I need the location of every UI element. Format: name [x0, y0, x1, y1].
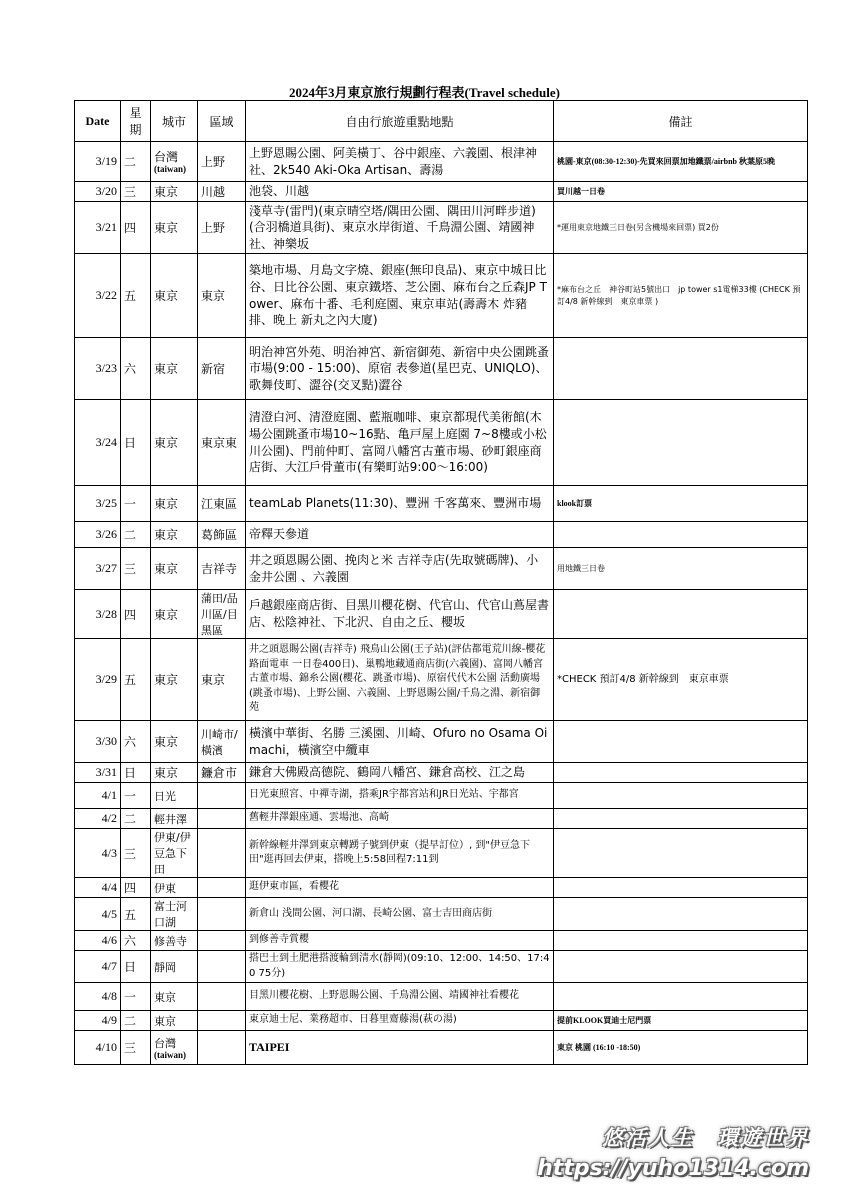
row-area: 東京東 — [198, 400, 246, 486]
row-notes: *CHECK 預訂4/8 新幹線到 東京車票 — [554, 639, 808, 721]
row-spots: 帝釋天參道 — [246, 522, 554, 548]
row-city — [151, 338, 198, 400]
row-area: 川越 — [198, 182, 246, 202]
row-city — [151, 878, 198, 898]
row-city — [151, 486, 198, 522]
row-notes — [554, 400, 808, 486]
table-row — [75, 202, 808, 254]
row-date: 3/23 — [75, 338, 121, 400]
row-notes: 東京 桃園 (16:10 -18:50) — [554, 1031, 808, 1065]
row-spots: 鎌倉大佛殿高德院、鶴岡八幡宮、鎌倉高校、江之島 — [246, 763, 554, 783]
row-notes: 提前KLOOK買迪士尼門票 — [554, 1011, 808, 1031]
row-date: 3/24 — [75, 400, 121, 486]
row-city — [151, 254, 198, 338]
header-area: 區域 — [198, 101, 246, 142]
table-row — [75, 1031, 808, 1065]
row-city — [151, 931, 198, 951]
row-city-name: 東京 — [154, 735, 179, 749]
row-area: 葛飾區 — [198, 522, 246, 548]
row-weekday: 五 — [121, 254, 151, 338]
row-area: 川崎市/橫濱 — [198, 721, 246, 763]
row-spots: 新幹線輕井澤到東京轉踴子號到伊東（提早訂位）, 到"伊豆急下田"逛再回去伊東，搭晚上5:58回程7:11到 — [246, 829, 554, 878]
row-city — [151, 983, 198, 1011]
row-city-name: 台灣 — [154, 1036, 176, 1050]
row-date: 3/31 — [75, 763, 121, 783]
table-row — [75, 878, 808, 898]
row-date: 4/8 — [75, 983, 121, 1011]
row-notes — [554, 829, 808, 878]
row-notes — [554, 983, 808, 1011]
row-city-name: 東京 — [154, 1014, 176, 1028]
row-notes: *麻布台之丘 神谷町站5號出口 jp tower s1電梯33樓 (CHECK 預訂4/8 新幹線到 東京車票 ) — [554, 254, 808, 338]
row-city — [151, 763, 198, 783]
row-area: 新宿 — [198, 338, 246, 400]
row-notes — [554, 783, 808, 809]
row-city-name: 東京 — [154, 185, 179, 199]
table-row — [75, 783, 808, 809]
row-area — [198, 1031, 246, 1065]
watermark-slogan: 悠活人生 環遊世界 — [602, 1126, 809, 1150]
row-weekday: 四 — [121, 202, 151, 254]
row-spots: 舊輕井澤銀座通、雲場池、高崎 — [246, 809, 554, 829]
row-weekday: 五 — [121, 639, 151, 721]
watermark — [537, 1122, 809, 1181]
table-row — [75, 338, 808, 400]
page-title: 2024年3月東京旅行規劃行程表(Travel schedule) — [289, 85, 560, 100]
row-city-name: 東京 — [154, 221, 179, 235]
watermark-url: https://yuho1314.com — [537, 1156, 809, 1181]
row-notes — [554, 809, 808, 829]
row-city-sub: (taiwan) — [154, 164, 186, 175]
row-notes — [554, 931, 808, 951]
row-date: 4/2 — [75, 809, 121, 829]
row-weekday: 二 — [121, 809, 151, 829]
row-city — [151, 829, 198, 878]
row-spots: 築地市場、月島文字燒、銀座(無印良品)、東京中城日比谷、日比谷公園、東京鐵塔、芝公園、麻布台之丘森JP Tower、麻布十番、毛利庭園、東京車站(壽壽木 炸豬排、晚上 新丸之內大廈) — [246, 254, 554, 338]
table-row — [75, 983, 808, 1011]
row-spots: 東京迪士尼、業務超市、日暮里齋藤湯(萩の湯) — [246, 1011, 554, 1031]
table-row — [75, 898, 808, 931]
row-city — [151, 809, 198, 829]
row-weekday: 六 — [121, 338, 151, 400]
row-spots: 戶越銀座商店街、目黑川櫻花樹、代官山、代官山蔦屋書店、松陰神社、下北沢、自由之丘、櫻坂 — [246, 590, 554, 639]
table-row — [75, 254, 808, 338]
row-weekday: 四 — [121, 590, 151, 639]
row-weekday: 一 — [121, 486, 151, 522]
row-date: 4/3 — [75, 829, 121, 878]
row-city-name: 靜岡 — [154, 960, 176, 974]
row-weekday: 二 — [121, 142, 151, 182]
table-row — [75, 182, 808, 202]
row-notes — [554, 338, 808, 400]
row-city — [151, 202, 198, 254]
row-date: 4/6 — [75, 931, 121, 951]
row-area: 吉祥寺 — [198, 548, 246, 590]
row-area — [198, 931, 246, 951]
row-date: 3/22 — [75, 254, 121, 338]
row-city — [151, 951, 198, 983]
row-weekday: 五 — [121, 898, 151, 931]
row-date: 3/28 — [75, 590, 121, 639]
row-weekday: 三 — [121, 182, 151, 202]
row-area — [198, 783, 246, 809]
row-city-name: 東京 — [154, 497, 179, 511]
row-spots: TAIPEI — [246, 1031, 554, 1065]
row-area: 蒲田/品川區/目黑區 — [198, 590, 246, 639]
row-spots: 到修善寺賞櫻 — [246, 931, 554, 951]
row-city-name: 東京 — [154, 990, 176, 1004]
table-row — [75, 721, 808, 763]
row-city-name: 伊東 — [154, 881, 176, 895]
row-date: 4/9 — [75, 1011, 121, 1031]
row-city-name: 東京 — [154, 289, 179, 303]
row-date: 3/20 — [75, 182, 121, 202]
table-row — [75, 763, 808, 783]
row-spots: 明治神宮外苑、明治神宮、新宿御苑、新宿中央公園跳蚤市場(9:00 - 15:00)、原宿 表參道(星巴克、UNIQLO)、歌舞伎町、澀谷(交叉點)澀谷 — [246, 338, 554, 400]
row-area: 鐮倉市 — [198, 763, 246, 783]
row-notes: 買川越一日卷 — [554, 182, 808, 202]
row-notes — [554, 763, 808, 783]
row-city — [151, 522, 198, 548]
row-area: 東京 — [198, 639, 246, 721]
row-spots: 上野恩賜公園、阿美橫丁、谷中銀座、六義園、根津神社、2k540 Aki-Oka Artisan、壽湯 — [246, 142, 554, 182]
row-area — [198, 829, 246, 878]
row-city-sub: (taiwan) — [154, 1049, 186, 1060]
row-notes: klook訂票 — [554, 486, 808, 522]
row-spots: 橫濱中華街、名勝 三溪園、川崎、Ofuro no Osama Oimachi，橫濱空中纜車 — [246, 721, 554, 763]
row-spots: 新倉山 浅間公園、河口湖、長崎公園、富士吉田商店街 — [246, 898, 554, 931]
row-weekday: 日 — [121, 763, 151, 783]
table-row — [75, 522, 808, 548]
row-city — [151, 783, 198, 809]
row-spots: 井之頭恩賜公園(吉祥寺) 飛鳥山公園(王子站)(評估都電荒川線-櫻花路面電車 一日卷400日)、巢鴨地藏通商店街(六義園)、富岡八幡宮古董市場、錦糸公園(櫻花、跳蚤市場)、原宿代代木公園 活動廣場(跳蚤市場)、上野公園、六義園、上野恩賜公園/千鳥之淵、新宿御苑 — [246, 639, 554, 721]
row-weekday: 四 — [121, 878, 151, 898]
row-date: 3/21 — [75, 202, 121, 254]
row-weekday: 六 — [121, 721, 151, 763]
row-notes: *運用東京地鐵三日卷(另含機場來回票) 買2份 — [554, 202, 808, 254]
header-notes: 備註 — [554, 101, 808, 142]
row-notes — [554, 951, 808, 983]
row-city — [151, 182, 198, 202]
row-spots: 目黑川櫻花樹、上野恩賜公園、千鳥淵公園、靖國神社看櫻花 — [246, 983, 554, 1011]
row-weekday: 二 — [121, 522, 151, 548]
row-area: 上野 — [198, 202, 246, 254]
header-city: 城市 — [151, 101, 198, 142]
table-row — [75, 931, 808, 951]
row-area — [198, 809, 246, 829]
table-row — [75, 809, 808, 829]
row-date: 4/5 — [75, 898, 121, 931]
row-date: 4/1 — [75, 783, 121, 809]
row-date: 4/10 — [75, 1031, 121, 1065]
row-spots: 逛伊東市區，看櫻花 — [246, 878, 554, 898]
row-weekday: 日 — [121, 951, 151, 983]
row-date: 3/19 — [75, 142, 121, 182]
row-weekday: 二 — [121, 1011, 151, 1031]
header-weekday: 星期 — [121, 101, 151, 142]
row-area — [198, 898, 246, 931]
table-row — [75, 142, 808, 182]
row-weekday: 三 — [121, 829, 151, 878]
row-date: 3/25 — [75, 486, 121, 522]
row-city-name: 修善寺 — [154, 934, 187, 948]
row-spots: 日光東照宮、中禪寺湖，搭乘JR宇都宮站和JR日光站、宇都宮 — [246, 783, 554, 809]
row-spots: 清澄白河、清澄庭園、藍瓶咖啡、東京都現代美術館(木場公園跳蚤市場10~16點、亀戸屋上庭園 7~8樓或小松川公園)、門前仲町、富岡八幡宮古董市場、砂町銀座商店街、大江戶骨董市(有樂町站9:00～16:00) — [246, 400, 554, 486]
row-area — [198, 951, 246, 983]
table-row — [75, 639, 808, 721]
row-date: 4/7 — [75, 951, 121, 983]
row-city — [151, 898, 198, 931]
row-area: 上野 — [198, 142, 246, 182]
row-city — [151, 400, 198, 486]
row-weekday: 三 — [121, 548, 151, 590]
row-spots: 淺草寺(雷門)(東京晴空塔/隅田公園、隅田川河畔步道)(合羽橋道具街)、東京水岸街道、千鳥淵公園、靖國神社、神樂坂 — [246, 202, 554, 254]
row-city-name: 富士河口湖 — [154, 900, 187, 929]
row-area — [198, 983, 246, 1011]
row-notes: 用地鐵三日卷 — [554, 548, 808, 590]
schedule-table — [74, 100, 808, 1065]
row-city-name: 東京 — [154, 362, 179, 376]
row-date: 3/26 — [75, 522, 121, 548]
row-city — [151, 142, 198, 182]
row-notes — [554, 721, 808, 763]
row-city — [151, 1011, 198, 1031]
header-row — [75, 101, 808, 142]
header-spots: 自由行旅遊重點地點 — [246, 101, 554, 142]
row-area — [198, 1011, 246, 1031]
row-city-name: 東京 — [154, 436, 179, 450]
row-city-name: 輕井澤 — [154, 812, 187, 826]
table-row — [75, 590, 808, 639]
row-city-name: 東京 — [154, 673, 179, 687]
row-notes — [554, 522, 808, 548]
row-city-name: 日光 — [154, 789, 176, 803]
row-city-name: 東京 — [154, 528, 179, 542]
row-date: 4/4 — [75, 878, 121, 898]
row-date: 3/30 — [75, 721, 121, 763]
row-weekday: 一 — [121, 983, 151, 1011]
row-city-name: 東京 — [154, 766, 179, 780]
row-city — [151, 639, 198, 721]
row-city-name: 伊東/伊豆急下田 — [154, 831, 191, 876]
row-date: 3/29 — [75, 639, 121, 721]
row-date: 3/27 — [75, 548, 121, 590]
row-spots: teamLab Planets(11:30)、豐洲 千客萬來、豐洲市場 — [246, 486, 554, 522]
row-spots: 池袋、川越 — [246, 182, 554, 202]
row-city-name: 台灣 — [154, 150, 179, 165]
table-row — [75, 400, 808, 486]
header-date: Date — [75, 101, 121, 142]
row-weekday: 六 — [121, 931, 151, 951]
row-area: 江東區 — [198, 486, 246, 522]
table-row — [75, 548, 808, 590]
row-notes: 桃園-東京(08:30-12:30)-先買來回票加地鐵票/airbnb 秋葉原5晚 — [554, 142, 808, 182]
row-notes — [554, 590, 808, 639]
table-row — [75, 951, 808, 983]
row-notes — [554, 898, 808, 931]
row-weekday: 一 — [121, 783, 151, 809]
row-notes — [554, 878, 808, 898]
row-spots: 搭巴士到土肥港搭渡輪到清水(靜岡)(09:10、12:00、14:50、17:40 75分) — [246, 951, 554, 983]
row-area — [198, 878, 246, 898]
table-row — [75, 829, 808, 878]
row-area: 東京 — [198, 254, 246, 338]
row-weekday: 日 — [121, 400, 151, 486]
row-weekday: 三 — [121, 1031, 151, 1065]
table-row — [75, 1011, 808, 1031]
row-city-name: 東京 — [154, 562, 179, 576]
row-city-name: 東京 — [154, 607, 179, 622]
row-city — [151, 548, 198, 590]
row-city — [151, 1031, 198, 1065]
table-row — [75, 486, 808, 522]
row-city — [151, 590, 198, 639]
row-spots: 井之頭恩賜公園、挽肉と米 吉祥寺店(先取號碼牌)、小金井公園 、六義園 — [246, 548, 554, 590]
row-city — [151, 721, 198, 763]
